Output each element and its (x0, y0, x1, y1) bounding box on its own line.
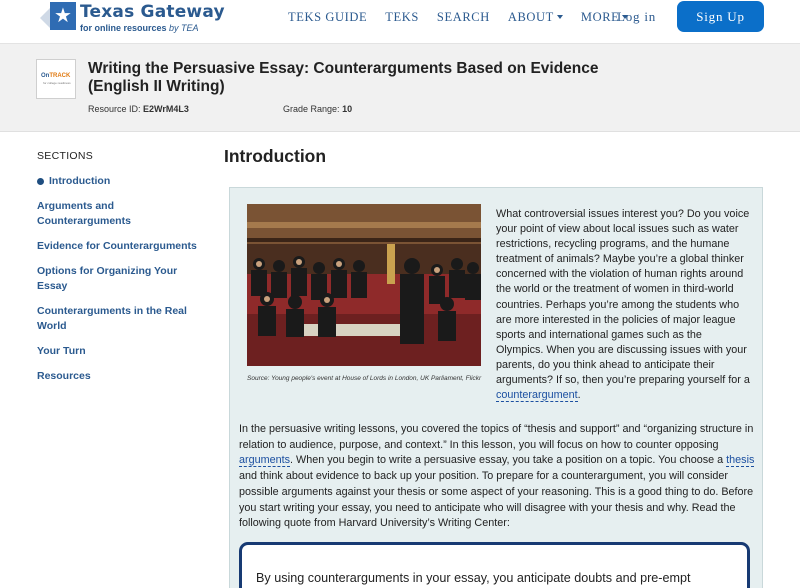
star-icon: ★ (54, 5, 72, 27)
ontrack-badge-text: OnTRACK (41, 73, 71, 79)
nav-label: TEKS (385, 9, 419, 24)
logo-sub-by: by TEA (169, 23, 199, 33)
resource-id-value: E2WrM4L3 (143, 104, 189, 114)
sections-nav (37, 174, 207, 394)
page-title: Writing the Persuasive Essay: Counterarguments Based on Evidence (English II Writing) (88, 60, 599, 95)
top-navbar (0, 0, 800, 44)
nav-label: ABOUT (507, 9, 554, 24)
ontrack-badge-sub: for college readiness (43, 81, 71, 85)
nav-about[interactable] (508, 9, 563, 25)
active-dot-icon (37, 178, 44, 185)
section-resources[interactable] (37, 369, 207, 384)
grade-range-value: 10 (342, 104, 353, 114)
sections-heading: SECTIONS (37, 150, 94, 162)
photo-caption: Source: Young people's event at House of Lords in London, UK Parliament, Flickr (247, 375, 482, 382)
nav-teks-guide[interactable] (288, 9, 367, 25)
section-label: Arguments and Counterarguments (37, 200, 131, 227)
grade-range-label: Grade Range: (283, 104, 340, 114)
body-paragraph (239, 422, 755, 532)
ontrack-badge (36, 59, 76, 99)
texas-gateway-logo[interactable] (40, 2, 240, 42)
section-heading: Introduction (224, 146, 327, 166)
quote-box (239, 542, 750, 588)
section-introduction[interactable] (37, 174, 207, 189)
thesis-glossary-link[interactable]: thesis (726, 454, 755, 467)
section-label: Options for Organizing Your Essay (37, 265, 178, 292)
section-label: Evidence for Counterarguments (37, 240, 197, 252)
counterargument-glossary-link[interactable]: counterargument (496, 389, 578, 402)
quote-text: By using counterarguments in your essay, you anticipate doubts and pre-empt (256, 571, 691, 585)
nav-label: SEARCH (436, 9, 490, 24)
lesson-content-box (229, 187, 763, 588)
login-link[interactable]: Log in (617, 9, 657, 24)
nav-label: MORE (580, 9, 620, 24)
logo-star-box (50, 2, 76, 30)
section-label: Resources (37, 370, 91, 382)
nav-label: TEKS GUIDE (288, 9, 368, 24)
intro-text: What controversial issues interest you? Do you voice your point of view about local issues such as water restrictions, recycling programs, and the humane treatment of animals? Maybe you’re a global thinker concerned with the violation of human rights around the world or the treatment of women in third-world countries. Perhaps you’re among the students who are more interested in the policies of major league sports and international games such as the Olympics. When you are discussing issues with your parents, do you think ahead to anticipate their arguments? If so, then you’re preparing yourself for a (496, 208, 750, 387)
arguments-glossary-link[interactable]: arguments (239, 454, 291, 467)
nav-teks[interactable] (385, 9, 419, 25)
section-arguments-and-counterarguments[interactable] (37, 199, 207, 229)
house-of-lords-photo (247, 204, 481, 366)
logo-subtitle (80, 23, 199, 33)
logo-title: Texas Gateway (80, 2, 225, 22)
intro-end: . (577, 389, 581, 402)
resource-title-band (0, 44, 800, 132)
section-label: Your Turn (37, 345, 86, 357)
section-evidence-for-counterarguments[interactable] (37, 239, 207, 254)
caret-down-icon (557, 15, 563, 19)
main-nav (288, 9, 646, 25)
section-label: Introduction (49, 175, 111, 187)
body-text-b: . When you begin to write a persuasive essay, you take a position on a topic. You choose a (290, 454, 724, 467)
section-options-for-organizing[interactable] (37, 264, 207, 294)
intro-paragraph (496, 207, 750, 403)
logo-flag-tail (40, 8, 50, 28)
body-text-c: and think about evidence to back up your position. To prepare for a counterargument, you will consider possible arguments against your thesis or some aspect of your reasoning. This is a good thing to do. Before you start writing your essay, you need to anticipate who will disagree with your thesis and why. Read the following quote from Harvard University’s Writing Center: (239, 470, 754, 530)
nav-search[interactable] (437, 9, 490, 25)
section-counterarguments-real-world[interactable] (37, 304, 207, 334)
logo-sub-prefix: for online resources (80, 23, 167, 33)
photo-illustration (247, 204, 481, 366)
signup-button[interactable]: Sign Up (677, 1, 764, 32)
resource-id (88, 104, 189, 114)
resource-id-label: Resource ID: (88, 104, 141, 114)
grade-range (283, 104, 352, 114)
section-your-turn[interactable] (37, 344, 207, 359)
section-label: Counterarguments in the Real World (37, 305, 187, 332)
body-text-a: In the persuasive writing lessons, you covered the topics of “thesis and support” and “organizing structure in relation to audience, purpose, and context.” In this lesson, you will focus on how to counter opposing (239, 423, 754, 451)
